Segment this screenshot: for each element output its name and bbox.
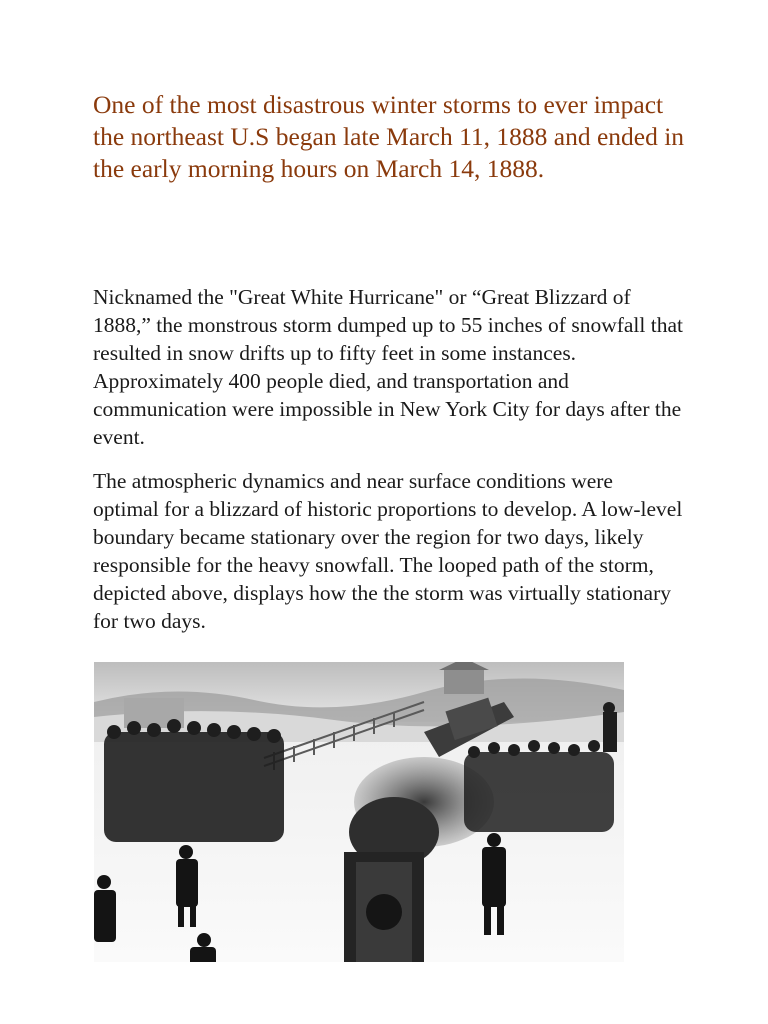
blizzard-train-photo — [94, 662, 624, 962]
paragraph-dynamics: The atmospheric dynamics and near surface conditions were optimal for a blizzard of historic proportions to develop. A low-level boundary became stationary over the region for two days, likely responsible for the heavy snowfall. The looped path of the storm, depicted above, displays how the the storm was virtually stationary for two days. — [93, 469, 683, 633]
paragraph-nickname: Nicknamed the "Great White Hurricane" or “Great Blizzard of 1888,” the monstrous storm dumped up to 55 inches of snowfall that resulted in snow drifts up to fifty feet in some instances. Approximately 400 people died, and transportation and communication were impossible in New York City for days after the event. — [93, 285, 683, 449]
headline: One of the most disastrous winter storms to ever impact the northeast U.S began late March 11, 1888 and ended in the early morning hours on March 14, 1888. — [93, 90, 685, 183]
